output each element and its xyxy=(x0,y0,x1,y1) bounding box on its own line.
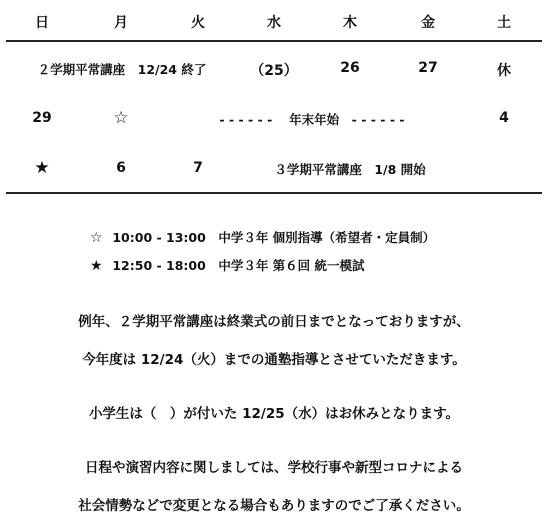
weekday-sat: 土 xyxy=(497,15,511,31)
header-divider xyxy=(6,40,542,42)
weekday-thu: 木 xyxy=(343,15,357,31)
weekday-fri: 金 xyxy=(421,15,435,31)
legend-white-star-text: 10:00 - 13:00 中学３年 個別指導（希望者・定員制） xyxy=(112,230,436,245)
day-6: 6 xyxy=(116,160,126,176)
day-28-holiday: 休 xyxy=(497,63,511,79)
term3-start-text: ３学期平常講座 1/8 開始 xyxy=(274,162,426,177)
black-star-icon: ★ xyxy=(34,158,50,178)
weekday-tue: 火 xyxy=(191,15,205,31)
day-4: 4 xyxy=(499,110,509,126)
legend-white-star xyxy=(90,228,435,246)
white-star-icon: ☆ xyxy=(113,108,129,128)
white-star-legend-icon: ☆ xyxy=(90,230,103,246)
weekday-wed: 水 xyxy=(267,15,281,31)
weekday-sun: 日 xyxy=(35,15,49,31)
day-7: 7 xyxy=(193,160,203,176)
black-star-legend-icon: ★ xyxy=(90,258,103,274)
weekday-mon: 月 xyxy=(114,15,128,31)
note-line-1: 例年、２学期平常講座は終業式の前日までとなっておりますが、 xyxy=(78,314,470,330)
note-line-4: 日程や演習内容に関しましては、学校行事や新型コロナによる xyxy=(85,460,463,476)
day-29: 29 xyxy=(32,110,52,126)
term2-end-text: ２学期平常講座 12/24 終了 xyxy=(37,62,207,77)
note-line-3: 小学生は（ ）が付いた 12/25（水）はお休みとなります。 xyxy=(88,406,460,422)
legend-black-star-text: 12:50 - 18:00 中学３年 第６回 統一模試 xyxy=(112,258,365,273)
new-year-holiday-text: - - - - - - 年末年始 - - - - - - xyxy=(219,112,405,127)
note-line-5: 社会情勢などで変更となる場合もありますのでご了承ください。 xyxy=(78,498,470,514)
legend-black-star xyxy=(90,256,365,274)
calendar-bottom-divider xyxy=(6,192,542,194)
day-26: 26 xyxy=(340,60,360,76)
note-line-2: 今年度は 12/24（火）までの通塾指導とさせていただきます。 xyxy=(82,352,466,368)
day-27: 27 xyxy=(418,60,438,76)
day-25: （25） xyxy=(250,63,298,79)
